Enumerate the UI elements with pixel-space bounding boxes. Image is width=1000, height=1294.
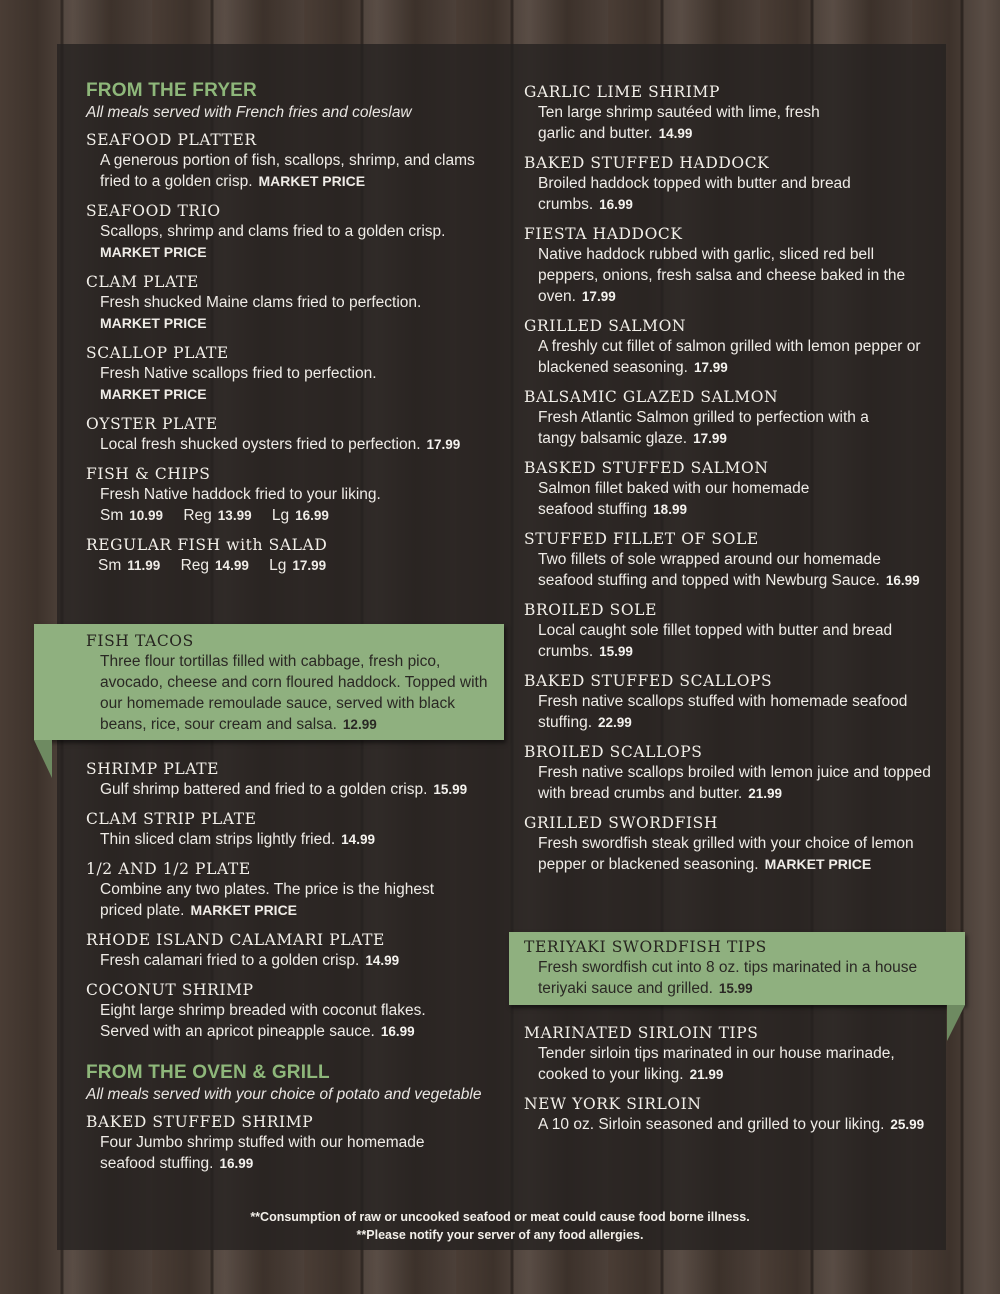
- item-name: FIESTA HADDOCK: [524, 225, 683, 243]
- item-desc-text: A generous portion of fish, scallops, shrimp, and clams fried to a golden crisp.: [100, 152, 475, 190]
- item-name: CLAM PLATE: [86, 273, 199, 291]
- item-name: GRILLED SALMON: [524, 317, 687, 335]
- item-price: 14.99: [365, 953, 400, 968]
- menu-item: [86, 201, 506, 263]
- menu-item: [86, 859, 506, 921]
- item-desc: [524, 833, 934, 875]
- menu-item: [86, 759, 506, 800]
- menu-item: [86, 1112, 506, 1174]
- item-desc-text: Fresh Native scallops fried to perfection.: [100, 365, 377, 382]
- item-price: 15.99: [433, 782, 468, 797]
- item-price: 14.99: [658, 126, 693, 141]
- item-name: MARINATED SIRLOIN TIPS: [524, 1024, 759, 1042]
- item-desc-text: Scallops, shrimp and clams fried to a golden crisp.: [100, 223, 446, 240]
- item-name: FISH TACOS: [86, 632, 194, 650]
- item-desc: [524, 549, 934, 591]
- item-price: 17.99: [693, 431, 727, 446]
- left-column-lower: [86, 759, 506, 1183]
- item-desc-text: Fresh shucked Maine clams fried to perfection.: [100, 294, 422, 311]
- item-desc-text: Fresh native scallops stuffed with homemade seafood stuffing.: [538, 693, 908, 731]
- item-desc-text: A freshly cut fillet of salmon grilled with lemon pepper or blackened seasoning.: [538, 338, 921, 376]
- item-name: BAKED STUFFED HADDOCK: [524, 154, 770, 172]
- menu-item: [524, 1094, 934, 1135]
- size-price: 16.99: [295, 508, 329, 523]
- item-price: 17.99: [581, 289, 616, 304]
- menu-item: [86, 272, 506, 334]
- item-desc-text: Native haddock rubbed with garlic, sliced red bell peppers, onions, fresh salsa and cheese baked in the oven.: [538, 246, 906, 305]
- right-column: [524, 82, 934, 884]
- item-price: 12.99: [342, 717, 377, 732]
- disclaimer-line: **Consumption of raw or uncooked seafood or meat could cause food borne illness.: [250, 1210, 750, 1224]
- item-name: REGULAR FISH with SALAD: [86, 536, 328, 554]
- item-name: FISH & CHIPS: [86, 465, 211, 483]
- item-desc: [86, 1132, 470, 1174]
- item-desc: [524, 762, 934, 804]
- menu-item: [524, 387, 934, 449]
- footer-disclaimer: [0, 1208, 1000, 1244]
- item-name: BROILED SCALLOPS: [524, 743, 703, 761]
- item-desc: [86, 221, 506, 263]
- menu-item: [86, 930, 506, 971]
- item-desc-text: Ten large shrimp sautéed with lime, fresh garlic and butter.: [538, 104, 820, 142]
- item-name: SEAFOOD TRIO: [86, 202, 221, 220]
- menu-item: [524, 671, 934, 733]
- featured-item: [524, 937, 944, 999]
- item-desc-text: Thin sliced clam strips lightly fried.: [100, 831, 336, 848]
- item-desc-text: Four Jumbo shrimp stuffed with our homemade seafood stuffing.: [100, 1134, 425, 1172]
- item-name: NEW YORK SIRLOIN: [524, 1095, 702, 1113]
- item-desc: [86, 829, 506, 850]
- item-name: COCONUT SHRIMP: [86, 981, 254, 999]
- item-desc-text: Salmon fillet baked with our homemade seafood stuffing: [538, 480, 810, 518]
- left-column: [86, 80, 506, 585]
- item-name: TERIYAKI SWORDFISH TIPS: [524, 938, 767, 956]
- section-subtitle-fryer: All meals served with French fries and coleslaw: [86, 104, 412, 121]
- item-desc-text: Local caught sole fillet topped with butter and bread crumbs.: [538, 622, 893, 660]
- item-desc: [86, 292, 506, 334]
- item-price: 16.99: [380, 1024, 415, 1039]
- menu-item: [524, 82, 934, 144]
- item-desc-text: A 10 oz. Sirloin seasoned and grilled to your liking.: [538, 1116, 885, 1133]
- menu-item: [524, 600, 934, 662]
- item-price: 15.99: [599, 644, 633, 659]
- menu-item: [524, 224, 934, 307]
- item-price: 16.99: [885, 573, 920, 588]
- item-desc-text: Combine any two plates. The price is the highest priced plate.: [100, 881, 435, 919]
- menu-item: [86, 130, 506, 192]
- item-price: MARKET PRICE: [190, 902, 298, 918]
- item-desc-text: Two fillets of sole wrapped around our homemade seafood stuffing and topped with Newburg Sauce.: [538, 551, 881, 589]
- menu-item: [524, 529, 934, 591]
- item-name: GRILLED SWORDFISH: [524, 814, 718, 832]
- size-label: Reg: [183, 507, 212, 524]
- item-name: BAKED STUFFED SHRIMP: [86, 1113, 314, 1131]
- menu-item: [524, 153, 934, 215]
- menu-item: [524, 742, 934, 804]
- menu-item: [86, 535, 506, 576]
- right-column-lower: [524, 1023, 934, 1144]
- item-name: SEAFOOD PLATTER: [86, 131, 257, 149]
- menu-item: [86, 464, 506, 526]
- item-price: MARKET PRICE: [100, 386, 207, 402]
- menu-item: [86, 414, 506, 455]
- item-price: MARKET PRICE: [258, 173, 366, 189]
- item-desc: [86, 779, 506, 800]
- item-price: 16.99: [219, 1156, 254, 1171]
- section-title-fryer: FROM THE FRYER: [86, 80, 257, 101]
- item-price: 25.99: [890, 1117, 925, 1132]
- item-desc-text: Fresh swordfish steak grilled with your choice of lemon pepper or blackened seasoning.: [538, 835, 914, 873]
- item-desc: Fresh Native haddock fried to your liking.: [100, 486, 381, 503]
- item-desc-text: Fresh swordfish cut into 8 oz. tips marinated in a house teriyaki sauce and grilled.: [538, 959, 918, 997]
- item-price: 18.99: [653, 502, 687, 517]
- item-price: 17.99: [693, 360, 728, 375]
- size-price: 13.99: [217, 508, 252, 523]
- menu-item: [86, 343, 506, 405]
- item-price: MARKET PRICE: [100, 315, 207, 331]
- featured-banner-teriyaki: [509, 932, 965, 1005]
- featured-item: [86, 631, 496, 735]
- item-desc: [86, 150, 506, 192]
- item-desc: [524, 244, 934, 307]
- item-desc: [524, 407, 908, 449]
- menu-item: [524, 458, 934, 520]
- item-desc-text: Eight large shrimp breaded with coconut flakes. Served with an apricot pineapple sauce.: [100, 1002, 426, 1040]
- featured-banner-fish-tacos: [34, 624, 504, 740]
- item-desc-text: Local fresh shucked oysters fried to perfection.: [100, 436, 421, 453]
- item-price: 22.99: [598, 715, 632, 730]
- item-name: BROILED SOLE: [524, 601, 657, 619]
- size-price: 17.99: [292, 558, 327, 573]
- size-price: 14.99: [215, 558, 249, 573]
- size-label: Sm: [100, 507, 124, 524]
- item-name: 1/2 AND 1/2 PLATE: [86, 860, 251, 878]
- item-name: BAKED STUFFED SCALLOPS: [524, 672, 773, 690]
- item-desc-text: Fresh native scallops broiled with lemon juice and topped with bread crumbs and butter.: [538, 764, 931, 802]
- item-name: SHRIMP PLATE: [86, 760, 220, 778]
- item-desc: [86, 950, 506, 971]
- item-desc: [524, 336, 934, 378]
- item-desc-text: Tender sirloin tips marinated in our house marinade, cooked to your liking.: [538, 1045, 895, 1083]
- item-price: 21.99: [748, 786, 782, 801]
- item-desc: [524, 478, 868, 520]
- menu-item: [86, 980, 506, 1042]
- item-desc: [86, 434, 506, 455]
- size-label: Sm: [98, 557, 122, 574]
- item-desc-text: Broiled haddock topped with butter and bread crumbs.: [538, 175, 851, 213]
- item-desc: [524, 691, 908, 733]
- item-desc: [86, 363, 506, 405]
- menu-item: [86, 809, 506, 850]
- item-desc-text: Fresh calamari fried to a golden crisp.: [100, 952, 360, 969]
- item-desc: [524, 1043, 898, 1085]
- size-prices: [86, 555, 506, 576]
- banner-ribbon-tail: [34, 740, 52, 778]
- item-desc-text: Gulf shrimp battered and fried to a golden crisp.: [100, 781, 428, 798]
- item-name: GARLIC LIME SHRIMP: [524, 83, 721, 101]
- item-desc: [86, 651, 496, 735]
- size-label: Lg: [271, 507, 290, 524]
- item-price: 21.99: [689, 1067, 724, 1082]
- item-price: MARKET PRICE: [764, 856, 872, 872]
- size-price: 10.99: [129, 508, 164, 523]
- menu-item: [524, 1023, 934, 1085]
- item-price: 15.99: [718, 981, 753, 996]
- item-desc: [86, 879, 470, 921]
- item-desc: [524, 102, 858, 144]
- item-desc-text: Three flour tortillas filled with cabbage, fresh pico, avocado, cheese and corn floured haddock. Topped with our homemade remoulade sauce, served with black beans, rice, sour cream and salsa.: [100, 653, 488, 733]
- item-name: CLAM STRIP PLATE: [86, 810, 257, 828]
- size-price: 11.99: [127, 558, 161, 573]
- banner-ribbon-tail: [947, 1005, 965, 1041]
- item-desc: [524, 957, 918, 999]
- menu-item: [524, 316, 934, 378]
- section-title-oven: FROM THE OVEN & GRILL: [86, 1062, 330, 1083]
- item-price: MARKET PRICE: [100, 244, 207, 260]
- item-name: SCALLOP PLATE: [86, 344, 229, 362]
- item-price: 17.99: [426, 437, 461, 452]
- disclaimer-line: **Please notify your server of any food allergies.: [356, 1228, 644, 1242]
- section-subtitle-oven: All meals served with your choice of potato and vegetable: [86, 1086, 482, 1103]
- item-name: OYSTER PLATE: [86, 415, 218, 433]
- item-price: 16.99: [599, 197, 633, 212]
- item-desc: [524, 173, 858, 215]
- item-desc: [86, 1000, 430, 1042]
- item-desc: [524, 1114, 934, 1135]
- item-name: BALSAMIC GLAZED SALMON: [524, 388, 779, 406]
- item-name: RHODE ISLAND CALAMARI PLATE: [86, 931, 385, 949]
- size-prices: [86, 505, 506, 526]
- item-price: 14.99: [341, 832, 375, 847]
- size-label: Reg: [180, 557, 210, 574]
- menu-item: [524, 813, 934, 875]
- size-label: Lg: [269, 557, 287, 574]
- item-name: STUFFED FILLET OF SOLE: [524, 530, 759, 548]
- item-name: BASKED STUFFED SALMON: [524, 459, 769, 477]
- item-desc-text: Fresh Atlantic Salmon grilled to perfection with a tangy balsamic glaze.: [538, 409, 869, 447]
- item-desc: [524, 620, 898, 662]
